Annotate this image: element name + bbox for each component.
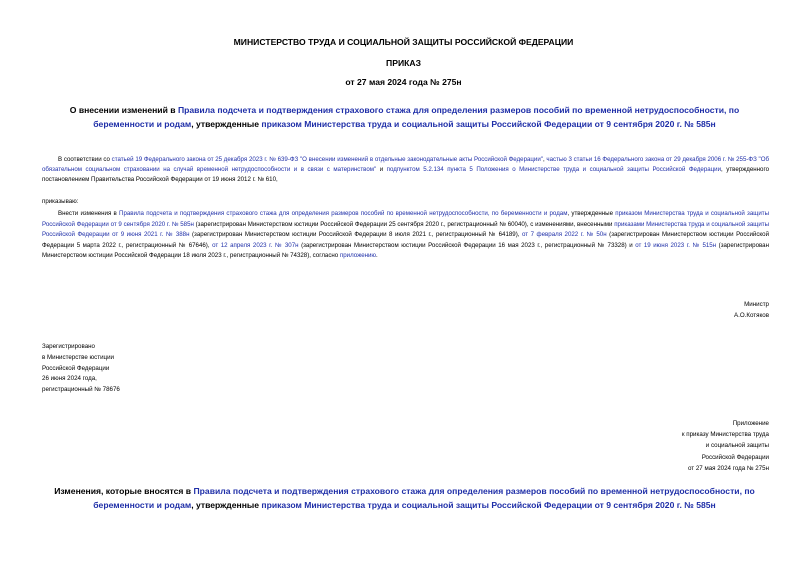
document-title	[42, 103, 767, 131]
appendix-title-link-rules[interactable]: Правила подсчета и подтверждения страхового стажа для определения размеров пособий по временной нетрудоспособности, по беременности и родам	[93, 486, 755, 510]
body-link-order-515n[interactable]: от 19 июня 2023 г. № 515н	[635, 241, 717, 249]
body-text: Внести изменения в	[58, 210, 120, 217]
body-text: (зарегистрирован Министерством юстиции Российской Федерации 8 июля 2021 г., регистрационный № 64189),	[189, 231, 522, 239]
document-type-heading: ПРИКАЗ	[386, 58, 421, 68]
body-text: , утвержденные	[567, 210, 616, 217]
order-word: приказываю:	[42, 198, 79, 205]
preamble-link-regulation[interactable]: подпунктом 5.2.134 пункта 5 Положения о Министерстве труда и социальной защиты Российской Федерации	[386, 166, 722, 174]
signature-block	[734, 299, 769, 321]
body-link-rules[interactable]: Правила подсчета и подтверждения страхового стажа для определения размеров пособий по временной нетрудоспособности, по беременности и родам	[119, 210, 568, 217]
body-link-order-307n[interactable]: от 12 апреля 2023 г. № 307н	[212, 241, 299, 249]
appendix-header-block	[682, 418, 769, 474]
appendix-header-line: к приказу Министерства труда	[681, 431, 769, 439]
preamble-text: , утвержденного постановлением Правительства Российской Федерации от 19 июня 2012 г. № 610,	[42, 166, 769, 184]
title-text-pre: О внесении изменений в	[69, 105, 178, 115]
signatory-name: А.О.Котяков	[734, 312, 769, 319]
body-text: (зарегистрирован Министерством юстиции Российской Федерации 16 мая 2023 г., регистрационный № 73328) и	[298, 241, 636, 249]
registration-line: регистрационный № 78676	[42, 386, 120, 394]
preamble-text: и	[376, 166, 387, 174]
registration-line: Зарегистрировано	[42, 343, 95, 350]
body-link-order-388n[interactable]: приказами Министерства труда и социальной защиты Российской Федерации от 9 июня 2021 г. № 388н	[42, 220, 769, 239]
registration-line: 26 июня 2024 года,	[42, 375, 97, 383]
registration-block	[42, 342, 120, 396]
signatory-position: Министр	[744, 301, 769, 308]
registration-line: Российской Федерации	[42, 364, 110, 372]
appendix-header-line: Приложение	[732, 420, 769, 427]
order-body-paragraph	[42, 209, 769, 262]
preamble-link-law-255[interactable]: частью 3 статьи 16 Федерального закона от 29 декабря 2006 г. № 255-ФЗ "Об обязательном социальном страховании на случай временной нетрудоспособности и в связи с материнством"	[42, 156, 769, 174]
body-text: (зарегистрирован Министерством юстиции Российской Федерации 18 июля 2023 г., регистрационный № 74328), согласно	[42, 241, 769, 260]
appendix-title-mid: , утвержденные	[191, 500, 262, 510]
ministry-heading: МИНИСТЕРСТВО ТРУДА И СОЦИАЛЬНОЙ ЗАЩИТЫ РОССИЙСКОЙ ФЕДЕРАЦИИ	[233, 37, 574, 47]
body-text: (зарегистрирован Министерством юстиции Российской Федерации 25 сентября 2020 г., регистрационный № 60040), с изменениями, внесенными	[193, 220, 615, 228]
appendix-header-line: от 27 мая 2024 года № 275н	[687, 464, 769, 472]
document-date-number: от 27 мая 2024 года № 275н	[345, 77, 462, 87]
appendix-header-line: Российской Федерации	[701, 453, 769, 461]
preamble-text: В соответствии со	[58, 156, 112, 163]
body-text: .	[376, 252, 378, 260]
body-link-appendix[interactable]: приложению	[339, 252, 377, 260]
preamble-paragraph	[42, 155, 769, 186]
appendix-title-link-order-585n[interactable]: приказом Министерства труда и социальной защиты Российской Федерации от 9 сентября 2020 г. № 585н	[261, 500, 716, 510]
title-link-order-585n[interactable]: приказом Министерства труда и социальной защиты Российской Федерации от 9 сентября 2020 г. № 585н	[261, 119, 716, 129]
body-link-order-50n[interactable]: от 7 февраля 2022 г. № 50н	[521, 231, 607, 239]
preamble-text: ,	[542, 156, 547, 163]
appendix-title-pre: Изменения, которые вносятся в	[54, 486, 194, 496]
registration-line: в Министерстве юстиции	[42, 353, 115, 361]
body-link-order-585n[interactable]: приказом Министерства труда и социальной защиты Российской Федерации от 9 сентября 2020 г. № 585н	[42, 210, 769, 228]
appendix-header-line: и социальной защиты	[705, 442, 769, 450]
preamble-link-law-639[interactable]: статьей 19 Федерального закона от 25 декабря 2023 г. № 639-ФЗ "О внесении изменений в отдельные законодательные акты Российской Федерации"	[111, 156, 543, 163]
appendix-title	[36, 484, 773, 512]
body-text: (зарегистрирован Министерством юстиции Российской Федерации 5 марта 2022 г., регистрационный № 67646),	[42, 231, 770, 249]
title-link-rules[interactable]: Правила подсчета и подтверждения страхового стажа для определения размеров пособий по временной нетрудоспособности, по беременности и родам	[93, 105, 740, 129]
title-text-mid: , утвержденные	[191, 119, 262, 129]
